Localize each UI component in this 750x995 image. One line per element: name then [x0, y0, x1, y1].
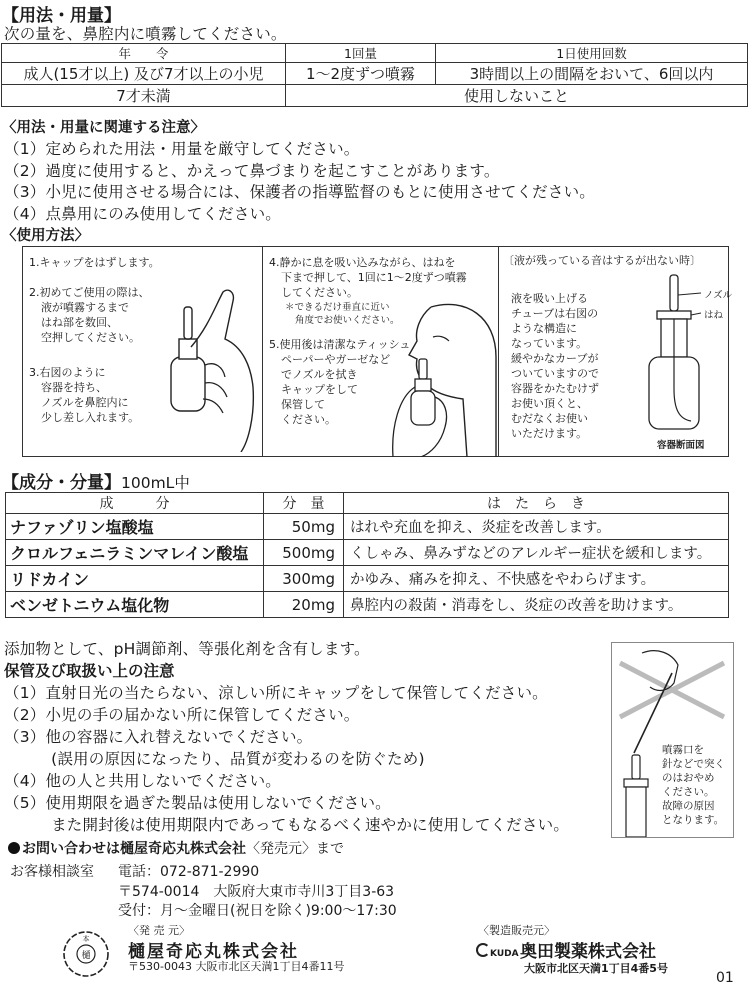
svg-text:本: 本: [82, 935, 90, 943]
dosage-cell: 1～2度ずつ噴霧: [286, 63, 436, 85]
ingredient-amount: 20mg: [264, 592, 344, 618]
storage-item: （3）他の容器に入れ替えないでください。: [4, 728, 313, 746]
ingredients-header-amount: 分 量: [264, 493, 344, 514]
method-note: ＊できるだけ垂直に近い 角度でお使いください。: [285, 302, 400, 326]
storage-heading: 保管及び取扱い上の注意: [4, 662, 175, 680]
hand-holding-bottle-illustration: [153, 287, 261, 452]
dosage-table: [1, 43, 748, 107]
dosage-cell: 成人(15才以上) 及び7才以上の小児: [2, 63, 286, 85]
table-row: [6, 514, 729, 540]
container-caption: 容器断面図: [657, 440, 705, 451]
ingredient-effect: はれや充血を抑え、炎症を改善します。: [344, 514, 729, 540]
ingredient-name: ベンゼトニウム塩化物: [6, 592, 264, 618]
table-row: [6, 592, 729, 618]
label-hane: はね: [704, 310, 724, 321]
method-step-4: 4.静かに息を吸い込みながら、はねを 下まで押して、1回に1～2度ずつ噴霧 してください。: [269, 256, 467, 299]
precaution-item: （2）過度に使用すると、かえって鼻づまりを起こすことがあります。: [4, 162, 500, 180]
storage-item: （2）小児の手の届かない所に保管してください。: [4, 706, 360, 724]
precautions-heading: 〈用法・用量に関連する注意〉: [2, 120, 205, 136]
method-panel-3-title: 〔液が残っている音はするが出ない時〕: [503, 254, 701, 267]
contact-phone: 電話：072-871-2990: [118, 864, 260, 880]
ingredient-name: リドカイン: [6, 566, 264, 592]
ingredient-amount: 500mg: [264, 540, 344, 566]
contact-label: お客様相談室: [10, 864, 94, 880]
ingredients-heading-line: [2, 468, 190, 493]
seller-seal-logo: [62, 930, 110, 978]
contact-address: 〒574-0014 大阪府大東市寺川3丁目3-63: [118, 884, 395, 900]
ingredients-table: [5, 492, 729, 618]
method-step-3: 3.右図のように 容器を持ち、 ノズルを鼻腔内に 少し差し入れます。: [29, 366, 140, 424]
ingredient-effect: 鼻腔内の殺菌・消毒をし、炎症の改善を助けます。: [344, 592, 729, 618]
dosage-header-age: 年 令: [2, 44, 286, 63]
dosage-cell: 使用しないこと: [286, 85, 748, 107]
maker-role: 〈製造販売元〉: [478, 924, 555, 937]
svg-text:樋: 樋: [81, 951, 91, 961]
storage-item: また開封後は使用期限内であってもなるべく速やかに使用してください。: [4, 816, 570, 834]
ingredients-heading: 【成分・分量】: [2, 473, 121, 493]
method-panel-1: [23, 247, 263, 457]
kuda-logo-icon: [476, 943, 490, 957]
ingredient-effect: かゆみ、痛みを抑え、不快感をやわらげます。: [344, 566, 729, 592]
label-nozzle: ノズル: [704, 290, 733, 301]
method-step-2: 2.初めてご使用の際は、 液が噴霧するまで はね部を数回、 空押してください。: [29, 286, 150, 344]
storage-item: （5）使用期限を過ぎた製品は使用しないでください。: [4, 794, 391, 812]
contact-line: お問い合わせは樋屋奇応丸株式会社〈発売元〉まで: [8, 838, 344, 858]
dosage-header-dose: 1回量: [286, 44, 436, 63]
precaution-item: （1）定められた用法・用量を厳守してください。: [4, 140, 360, 158]
method-box: [22, 246, 733, 457]
dosage-cell: 7才未満: [2, 85, 286, 107]
additives-text: 添加物として、pH調節剤、等張化剤を含有します。: [4, 640, 370, 658]
method-step-1: 1.キャップをはずします。: [29, 256, 160, 269]
ingredients-header-effect: は た ら き: [344, 493, 729, 514]
ingredients-per: 100mL中: [121, 474, 190, 492]
seller-role: 〈発 売 元〉: [128, 924, 190, 937]
ingredient-amount: 300mg: [264, 566, 344, 592]
usage-heading: 【用法・用量】: [2, 6, 121, 26]
storage-item: (誤用の原因になったり、品質が変わるのを防ぐため): [4, 750, 425, 768]
maker-address: 大阪市北区天満1丁目4番5号: [524, 962, 668, 975]
ingredient-amount: 50mg: [264, 514, 344, 540]
maker-logo: KUDA: [476, 941, 519, 960]
ingredient-name: クロルフェニラミンマレイン酸塩: [6, 540, 264, 566]
bullet-icon: [8, 842, 20, 854]
method-panel-3-text: 液を吸い上げる チューブは右図の ような構造に なっています。 緩やかなカーブが ついていますので 容器をかたむけず お使い頂くと、 むだなくお使い いただけます。: [511, 292, 599, 440]
page-number: 01: [716, 970, 734, 986]
person-using-spray-illustration: [371, 297, 499, 457]
seller-name: 樋屋奇応丸株式会社: [128, 942, 299, 962]
table-row: [6, 540, 729, 566]
precaution-item: （3）小児に使用させる場合には、保護者の指導監督のもとに使用させてください。: [4, 183, 595, 201]
warning-text: 噴霧口を 針などで突く のはおやめ ください。 故障の原因 となります。: [662, 744, 725, 826]
method-panel-3: [499, 247, 733, 457]
maker-name: 奥田製薬株式会社: [520, 942, 656, 962]
usage-intro: 次の量を、鼻腔内に噴霧してください。: [4, 25, 287, 43]
seller-address: 〒530-0043 大阪市北区天満1丁目4番11号: [128, 960, 345, 973]
storage-item: （1）直射日光の当たらない、涼しい所にキャップをして保管してください。: [4, 684, 548, 702]
method-heading: 〈使用方法〉: [2, 228, 89, 244]
method-panel-2: [263, 247, 499, 457]
storage-item: （4）他の人と共用しないでください。: [4, 772, 281, 790]
dosage-header-frequency: 1日使用回数: [436, 44, 748, 63]
method-step-5: 5.使用後は清潔なティッシュ ペーパーやガーゼなど でノズルを拭き キャップをして 保管して ください。: [269, 338, 411, 426]
contact-hours: 受付：月～金曜日(祝日を除く)9:00～17:30: [118, 903, 397, 919]
precaution-item: （4）点鼻用にのみ使用してください。: [4, 205, 281, 223]
dosage-cell: 3時間以上の間隔をおいて、6回以内: [436, 63, 748, 85]
warning-box: [611, 642, 734, 838]
contact-company: 樋屋奇応丸株式会社: [120, 841, 246, 857]
table-row: [6, 566, 729, 592]
ingredient-name: ナファゾリン塩酸塩: [6, 514, 264, 540]
ingredient-effect: くしゃみ、鼻みずなどのアレルギー症状を緩和します。: [344, 540, 729, 566]
ingredients-header-name: 成 分: [6, 493, 264, 514]
